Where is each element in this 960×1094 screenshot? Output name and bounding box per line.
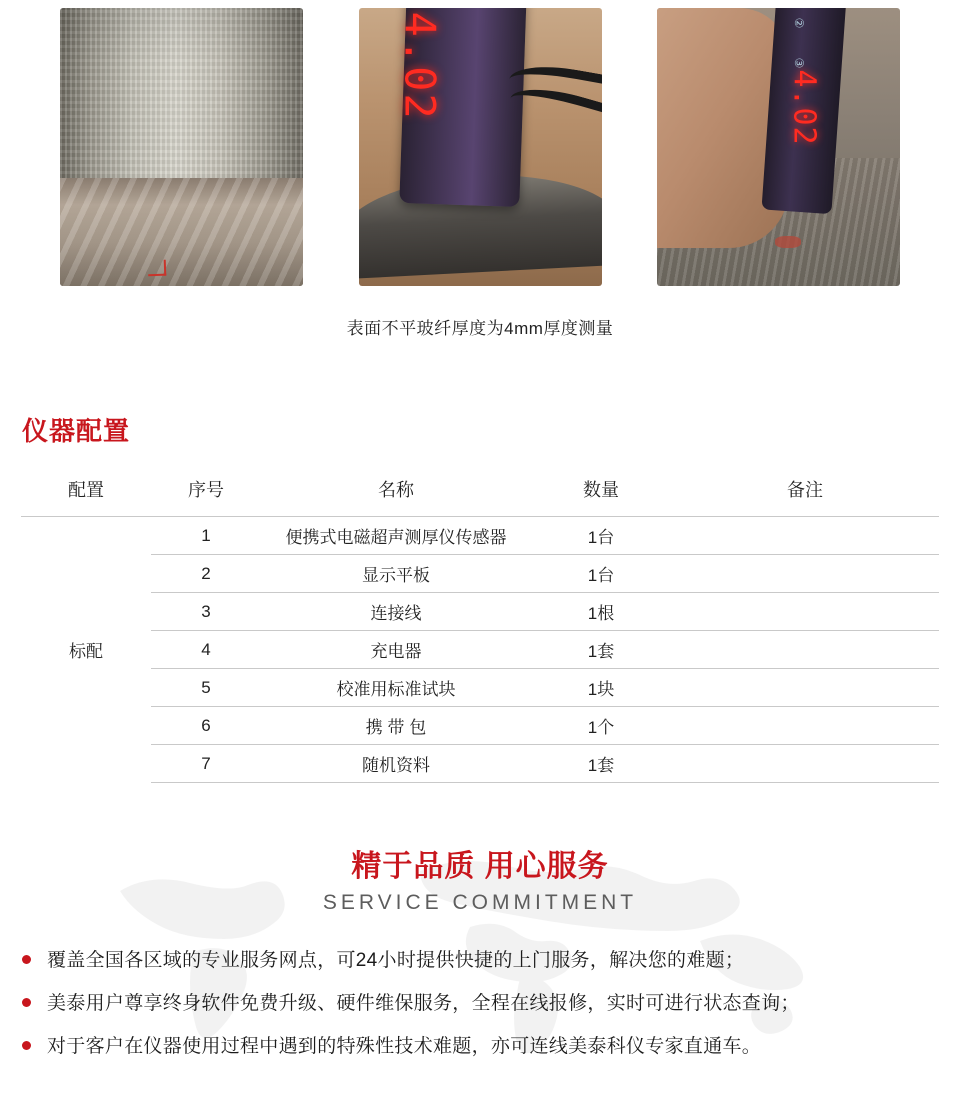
bullet-dot-icon (22, 1041, 31, 1050)
cell-remark (671, 631, 939, 669)
commitment-list (0, 945, 960, 1058)
cell-index: 3 (151, 593, 261, 631)
cell-index: 4 (151, 631, 261, 669)
display-badge-secondary-icon: ③ (792, 57, 806, 69)
photo-caption: 表面不平玻纤厚度为4mm厚度测量 (346, 319, 614, 338)
cell-name: 连接线 (261, 593, 531, 631)
gauge-display-value: 4.02 (395, 11, 444, 121)
table-body (21, 517, 939, 783)
table-header-row (21, 468, 939, 517)
column-header-quantity: 数量 (583, 480, 619, 500)
cell-remark (671, 669, 939, 707)
service-commitment-section (0, 841, 960, 1094)
column-header-config: 配置 (68, 480, 104, 500)
column-header-name: 名称 (378, 480, 414, 500)
list-item (22, 1031, 960, 1058)
measurement-marker-icon (148, 260, 167, 277)
config-group-label: 标配 (21, 517, 151, 783)
cell-name: 携 带 包 (261, 707, 531, 745)
table-header (21, 468, 939, 517)
display-badge-icon: ② (792, 17, 806, 29)
handheld-gauge-photo (657, 8, 900, 286)
list-item (22, 988, 960, 1015)
table-row (21, 555, 939, 593)
cell-remark (671, 745, 939, 783)
table-row (21, 517, 939, 555)
column-header-index: 序号 (188, 480, 224, 500)
cell-quantity: 1套 (531, 631, 671, 669)
page-title: 仪器配置 (22, 416, 131, 446)
red-marker-spot (775, 236, 801, 248)
pipe-band (60, 178, 303, 286)
bullet-dot-icon (22, 955, 31, 964)
column-header-remark: 备注 (787, 480, 823, 500)
cell-index: 6 (151, 707, 261, 745)
cell-index: 2 (151, 555, 261, 593)
list-item-text: 对于客户在仪器使用过程中遇到的特殊性技术难题，亦可连线美泰科仪专家直通车。 (47, 1036, 762, 1057)
list-item-text: 覆盖全国各区域的专业服务网点，可24小时提供快捷的上门服务，解决您的难题； (47, 950, 745, 971)
table-row (21, 707, 939, 745)
cell-quantity: 1台 (531, 517, 671, 555)
table-row (21, 593, 939, 631)
commitment-title: 精于品质 用心服务 (351, 850, 609, 883)
cell-remark (671, 593, 939, 631)
commitment-subtitle: SERVICE COMMITMENT (322, 891, 638, 914)
cell-name: 充电器 (261, 631, 531, 669)
cell-quantity: 1套 (531, 745, 671, 783)
table-row (21, 669, 939, 707)
cell-remark (671, 517, 939, 555)
cell-index: 1 (151, 517, 261, 555)
table-row (21, 745, 939, 783)
bullet-dot-icon (22, 998, 31, 1007)
cell-name: 随机资料 (261, 745, 531, 783)
cell-index: 7 (151, 745, 261, 783)
list-item (22, 945, 960, 972)
table-row (21, 631, 939, 669)
product-photo-strip (0, 0, 960, 286)
cell-name: 校准用标准试块 (261, 669, 531, 707)
cell-index: 5 (151, 669, 261, 707)
cell-remark (671, 707, 939, 745)
cell-name: 显示平板 (261, 555, 531, 593)
cell-quantity: 1根 (531, 593, 671, 631)
cell-quantity: 1个 (531, 707, 671, 745)
gauge-display-value: 4.02 (786, 69, 822, 146)
configuration-table (21, 468, 939, 783)
cell-name: 便携式电磁超声测厚仪传感器 (261, 517, 531, 555)
cell-quantity: 1台 (531, 555, 671, 593)
list-item-text: 美泰用户尊享终身软件免费升级、硬件维保服务，全程在线报修，实时可进行状态查询； (47, 993, 800, 1014)
cell-remark (671, 555, 939, 593)
cell-quantity: 1块 (531, 669, 671, 707)
gauge-reading-photo (359, 8, 602, 286)
fiberglass-pipe-photo (60, 8, 303, 286)
